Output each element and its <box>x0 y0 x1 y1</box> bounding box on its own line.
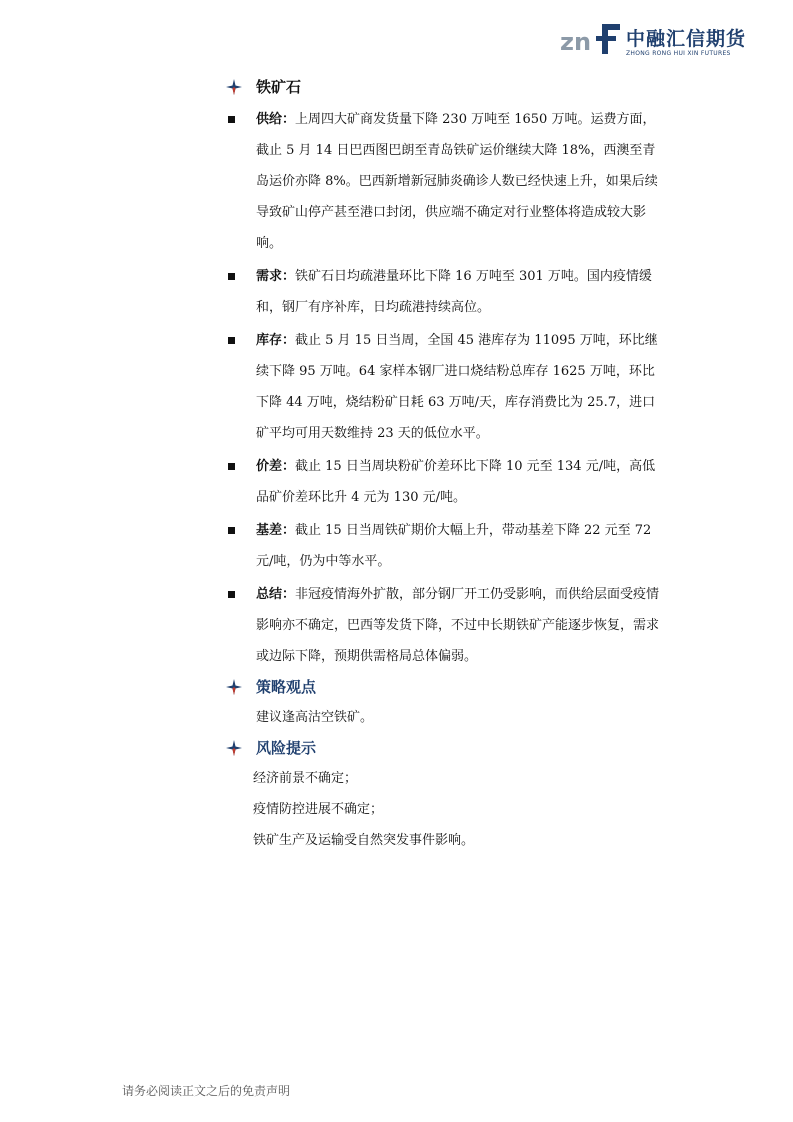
square-bullet-icon <box>228 273 235 280</box>
logo-chinese-name: 中融汇信期货 <box>626 28 747 50</box>
item-text: 上周四大矿商发货量下降 230 万吨至 1650 万吨。运费方面，截止 5 月 14 日巴西图巴朗至青岛铁矿运价继续大降 18%，西澳至青岛运价亦降 8%。巴西新增新冠肺炎确诊人数已经快速上升，如果后续导致矿山停产甚至港口封闭，供应端不确定对行业整体将造成较大影响。 <box>256 112 658 251</box>
square-bullet-icon <box>228 116 235 123</box>
znf-logo-mark-icon <box>560 20 624 60</box>
item-label: 库存： <box>256 333 296 348</box>
item-label: 价差： <box>256 459 296 474</box>
risk-line: 铁矿生产及运输受自然突发事件影响。 <box>253 833 475 848</box>
square-bullet-icon <box>228 463 235 470</box>
report-body <box>226 72 666 856</box>
strategy-text: 建议逢高沽空铁矿。 <box>256 710 374 725</box>
item-label: 供给： <box>256 112 296 127</box>
item-text: 截止 15 日当周块粉矿价差环比下降 10 元至 134 元/吨，高低品矿价差环比升 4 元为 130 元/吨。 <box>256 459 656 505</box>
section-title: 铁矿石 <box>256 78 302 96</box>
item-label: 基差： <box>256 523 296 538</box>
four-point-star-bullet-icon <box>226 679 242 695</box>
item-text: 截止 15 日当周铁矿期价大幅上升，带动基差下降 22 元至 72 元/吨，仍为中等水平。 <box>256 523 652 569</box>
section-title: 风险提示 <box>256 739 317 757</box>
square-bullet-icon <box>228 591 235 598</box>
list-item <box>226 325 666 449</box>
item-text: 截止 5 月 15 日当周，全国 45 港库存为 11095 万吨，环比继续下降 95 万吨。64 家样本钢厂进口烧结粉总库存 1625 万吨，环比下降 44 万吨，烧结粉矿日耗 63 万吨/天，库存消费比为 25.7，进口矿平均可用天数维持 23 天的低位水平。 <box>256 333 658 441</box>
item-text: 铁矿石日均疏港量环比下降 16 万吨至 301 万吨。国内疫情缓和，钢厂有序补库，日均疏港持续高位。 <box>256 269 652 315</box>
section-title: 策略观点 <box>256 678 317 696</box>
four-point-star-bullet-icon <box>226 740 242 756</box>
list-item <box>226 579 666 672</box>
section-heading-iron-ore <box>226 72 666 102</box>
list-item <box>226 104 666 259</box>
company-logo <box>560 20 750 62</box>
list-item <box>226 451 666 513</box>
square-bullet-icon <box>228 337 235 344</box>
square-bullet-icon <box>228 527 235 534</box>
section-heading-strategy <box>226 672 666 702</box>
footer-disclaimer: 请务必阅读正文之后的免责声明 <box>122 1084 291 1098</box>
svg-text:zn: zn <box>560 28 592 56</box>
logo-english-name: ZHONG RONG HUI XIN FUTURES <box>626 50 731 57</box>
list-item <box>226 261 666 323</box>
item-label: 总结： <box>256 587 296 602</box>
iron-ore-bullet-list <box>226 104 666 672</box>
list-item <box>226 515 666 577</box>
risk-line: 疫情防控进展不确定； <box>253 802 384 817</box>
risk-line: 经济前景不确定； <box>253 771 358 786</box>
item-label: 需求： <box>256 269 296 284</box>
four-point-star-bullet-icon <box>226 79 242 95</box>
item-text: 非冠疫情海外扩散，部分钢厂开工仍受影响，而供给层面受疫情影响亦不确定，巴西等发货下降，不过中长期铁矿产能逐步恢复，需求或边际下降，预期供需格局总体偏弱。 <box>256 587 660 664</box>
section-heading-risk <box>226 733 666 763</box>
